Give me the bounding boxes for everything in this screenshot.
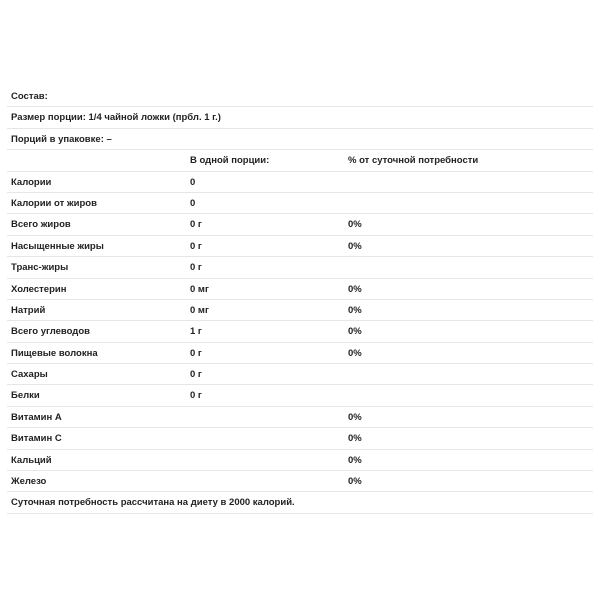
nutrient-name: Холестерин (11, 283, 67, 295)
nutrient-daily-value: 0% (348, 304, 362, 316)
table-row (7, 300, 593, 321)
nutrient-name: Всего углеводов (11, 326, 90, 338)
nutrient-name: Сахары (11, 369, 48, 381)
nutrient-name: Транс-жиры (11, 262, 69, 274)
table-row (7, 257, 593, 278)
nutrient-daily-value: 0% (348, 454, 362, 466)
nutrient-amount: 0 г (190, 347, 202, 359)
header-daily-value: % от суточной потребности (348, 155, 479, 167)
table-row (7, 343, 593, 364)
nutrient-daily-value: 0% (348, 240, 362, 252)
nutrient-name: Натрий (11, 304, 46, 316)
nutrient-amount: 0 мг (190, 283, 209, 295)
servings-per-container-row (7, 129, 593, 150)
nutrient-amount: 1 г (190, 326, 202, 338)
serving-size-row (7, 107, 593, 128)
nutrient-amount: 0 мг (190, 304, 209, 316)
nutrient-name: Всего жиров (11, 219, 71, 231)
composition-label: Состав: (11, 91, 48, 102)
nutrient-name: Кальций (11, 454, 52, 466)
nutrient-amount: 0 г (190, 390, 202, 402)
nutrient-name: Белки (11, 390, 40, 402)
table-header-row (7, 150, 593, 171)
nutrient-daily-value: 0% (348, 219, 362, 231)
nutrient-amount: 0 (190, 176, 196, 188)
nutrient-daily-value: 0% (348, 433, 362, 445)
nutrient-amount: 0 г (190, 240, 202, 252)
nutrient-amount: 0 г (190, 219, 202, 231)
nutrient-daily-value: 0% (348, 476, 362, 488)
serving-size-text: Размер порции: 1/4 чайной ложки (прбл. 1 г.) (11, 112, 221, 124)
header-per-serving: В одной порции: (190, 155, 270, 167)
table-row (7, 385, 593, 406)
servings-per-container-text: Порций в упаковке: – (11, 133, 112, 145)
nutrient-name: Пищевые волокна (11, 347, 98, 359)
footnote-row (7, 492, 593, 513)
table-row (7, 172, 593, 193)
table-row (7, 321, 593, 342)
nutrient-amount: 0 г (190, 369, 202, 381)
table-row (7, 428, 593, 449)
nutrient-daily-value: 0% (348, 347, 362, 359)
table-row (7, 214, 593, 235)
nutrient-amount: 0 (190, 197, 196, 209)
nutrient-name: Калории от жиров (11, 197, 97, 209)
table-row (7, 279, 593, 300)
nutrition-table (7, 86, 593, 514)
nutrient-daily-value: 0% (348, 283, 362, 295)
nutrient-name: Витамин А (11, 411, 62, 423)
table-row (7, 450, 593, 471)
nutrient-name: Калории (11, 176, 52, 188)
table-row (7, 193, 593, 214)
table-row (7, 471, 593, 492)
nutrient-daily-value: 0% (348, 411, 362, 423)
nutrient-name: Витамин С (11, 433, 62, 445)
nutrient-daily-value: 0% (348, 326, 362, 338)
composition-row (7, 86, 593, 107)
nutrient-name: Железо (11, 476, 47, 488)
footnote-text: Суточная потребность рассчитана на диету в 2000 калорий. (11, 497, 295, 509)
table-row (7, 364, 593, 385)
table-row (7, 407, 593, 428)
nutrient-name: Насыщенные жиры (11, 240, 104, 252)
table-row (7, 236, 593, 257)
nutrient-amount: 0 г (190, 262, 202, 274)
